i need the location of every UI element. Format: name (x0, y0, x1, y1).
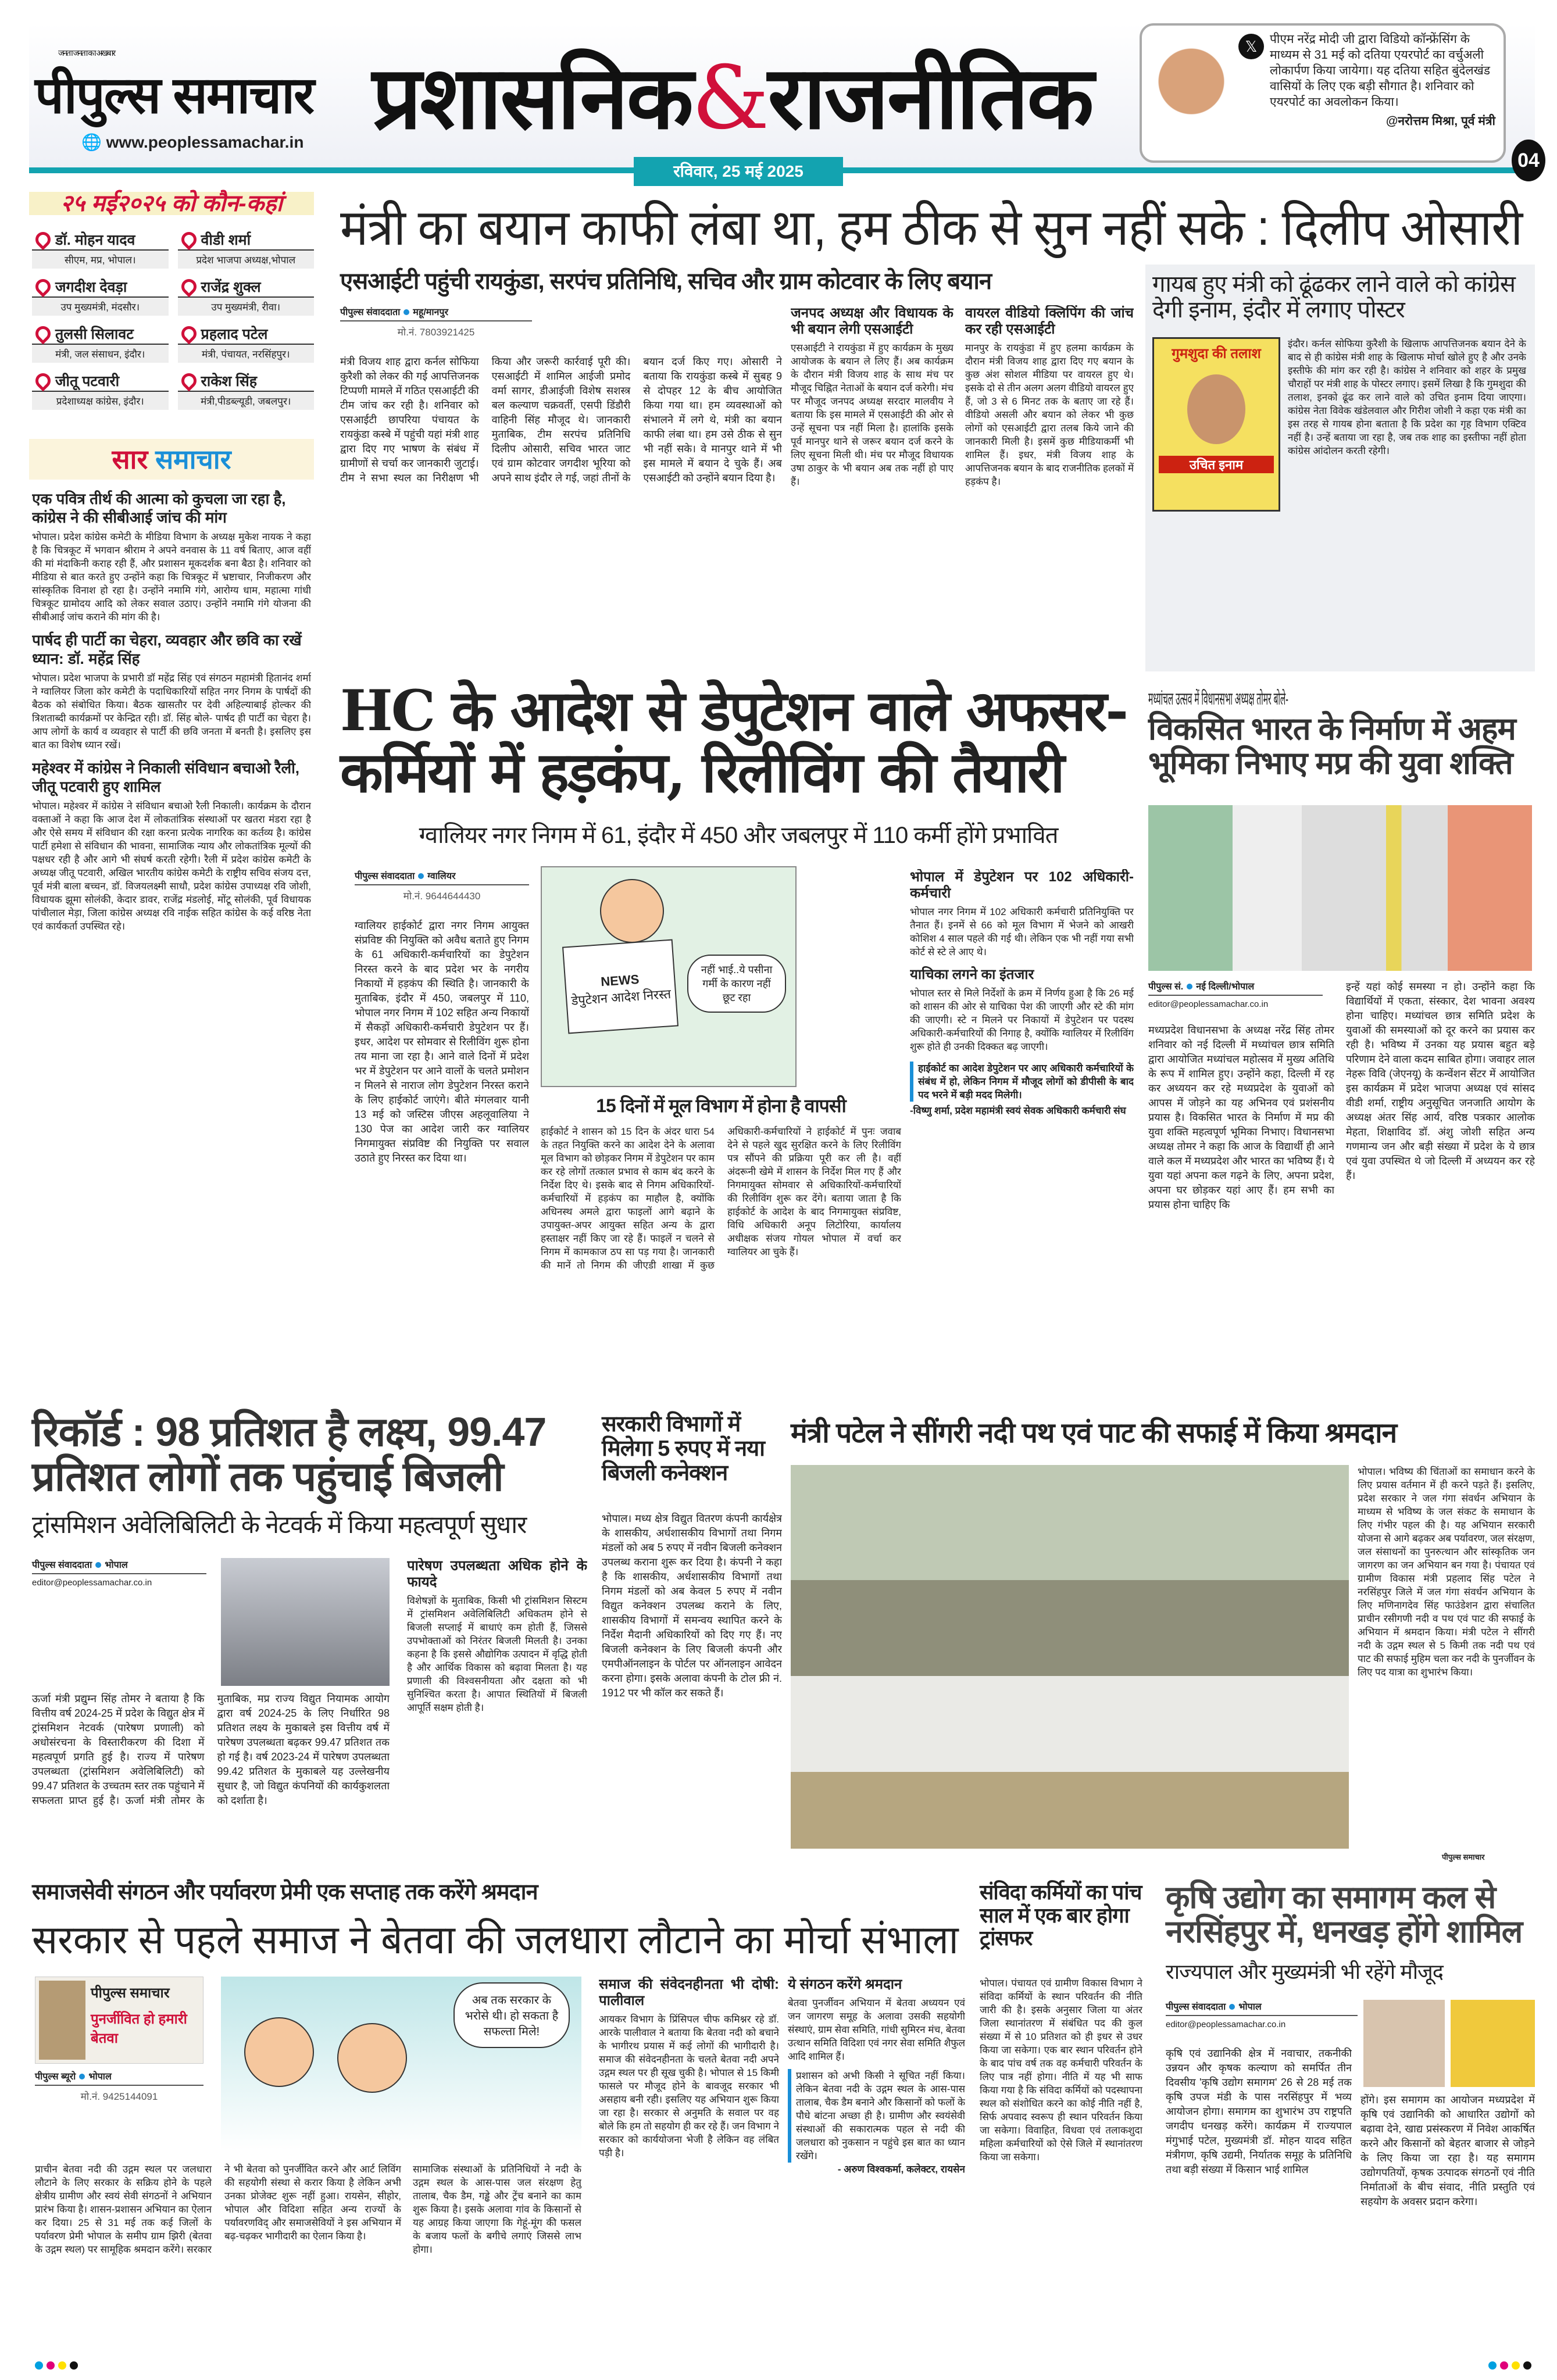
poster-story-body: इंदौर। कर्नल सोफिया कुरैशी के खिलाफ आपत्तिजनक बयान देने के बाद से ही कांग्रेस मंत्री शाह के खिलाफ मोर्चा खोले हुए है और उनके इस्तीफे की मांग कर रही है। कांग्रेस ने शनिवार को शहर के प्रमुख चौराहों पर मंत्री शाह के पोस्टर लगाए। इसमें लिखा है कि गुमशुदा की तलाश, इनको ढूंढ कर लाने वाले को उचित इनाम दिया जाएगा। कांग्रेस नेता विवेक खंडेलवाल और गिरीश जोशी ने कहा एक मंत्री का इस तरह से गायब होना बताता है कि प्रदेश का गृह विभाग एक्टिव नहीं है। उन्हें बताया जा रहा है, जब तक शाह का इस्तीफा नहीं होता कांग्रेस आंदोलन करती रहेगी। (1288, 338, 1526, 456)
patel-story-headline-text: मंत्री पटेल ने सींगरी नदी पथ एवं पाट की सफाई में किया श्रमदान (791, 1418, 1397, 1449)
dot-icon (403, 309, 409, 315)
power-story-headline (32, 1410, 590, 1499)
byline-name: पीपुल्स ब्यूरो (35, 2072, 76, 2082)
person-name: जगदीश देवड़ा (32, 277, 169, 298)
title-red: सार (112, 444, 148, 474)
cartoon-face (337, 2023, 407, 2093)
top-story-body: मंत्री विजय शाह द्वारा कर्नल सोफिया कुरैशी को लेकर की गई आपत्तिजनक टिप्पणी मामले में गठित एसआईटी की टीम जांच कर रही है। शनिवार को एसआईटी छापरिया पंचायत के रायकुंडा कस्बे में पहुंची यहां मंत्री शाह द्वारा दिए गए भाषण के संबंध में ग्रामीणों से चर्चा कर जानकारी जुटाई। टीम ने सभा स्थल का निरीक्षण भी किया और जरूरी कार्रवाई पूरी की। एसआईटी में शामिल आईजी प्रमोद वर्मा सागर, डीआईजी विशेष सशस्त्र बल कल्याण चक्रवर्ती, एसपी डिंडौरी वाहिनी सिंह मौजूद थे। जानकारी मुताबिक, टीम सरपंच प्रतिनिधि दिलीप ओसारी, सचिव भारत जाट एवं ग्राम कोटवार जगदीश भूरिया को अपने साथ इंदौर ले गई, जहां तीनों के बयान दर्ज किए गए। ओसारी ने बताया कि रायकुंडा कस्बे में सुबह 9 से दोपहर 12 के बीच आयोजित किया गया था। हम व्यवस्थाओं को संभालने में लगे थे, मंत्री का बयान काफी लंबा था। हम उसे ठीक से सुन भी नहीं सके। वे मानपुर थाने में भी इस मामले में बयान दे चुके हैं। अब एसआईटी को उन्होंने बयान दिया है। (340, 356, 782, 484)
logo-tagline: जनता जनता का अखबार (58, 48, 115, 58)
betwa-campaign-badge (35, 1977, 203, 2064)
reporter-phone: मो.नं. 7803921425 (397, 327, 475, 338)
byline-place: भोपाल (88, 2072, 112, 2082)
person-name: जीतू पटवारी (32, 371, 169, 392)
krishi-story-subhead (1166, 1960, 1538, 1984)
globe-icon: 🌐 (81, 133, 106, 151)
person-name: प्रहलाद पटेल (178, 324, 315, 345)
top-story-subhead (340, 269, 1131, 294)
reporter-email[interactable]: editor@peoplessamachar.co.in (1148, 999, 1269, 1009)
dot-icon (79, 2074, 85, 2079)
tweet-author: @नरोत्तम मिश्रा, पूर्व मंत्री (1385, 115, 1495, 128)
krishi-story-headline (1166, 1881, 1538, 1950)
list-item (32, 371, 169, 410)
tweet-text: पीएम नरेंद्र मोदी जी द्वारा विडियो कॉन्फ्रेंसिंग के माध्यम से 31 मई को दतिया एयरपोर्ट का वर्चुअली लोकार्पण किया जायेगा। यह दतिया सहित बुंदेलखंड वासियों के लिए एक बड़ी सौगात है। शनिवार को एयरपोर्ट का अवलोकन किया। (1270, 33, 1491, 109)
hc-story-body: ग्वालियर हाईकोर्ट द्वारा नगर निगम आयुक्त संप्रविष्ट की नियुक्ति को अवैध बताते हुए निगम के 61 अधिकारी-कर्मचारियों का डेपुटेशन निरस्त करने के बाद प्रदेश भर के नगरीय निकायों में हड़कंप की स्थिति है। जानकारी के मुताबिक, इंदौर में 450, जबलपुर में 110, भोपाल नगर निगम में 102 सहित अन्य निकायों में सैकड़ों अधिकारी-कर्मचारी डेपुटेशन पर हैं। इधर, आदेश पर सोमवार से रिलीविंग शुरू होना तय माना जा रहा है। आने वाले दिनों में प्रदेश भर में डेपुटेशन पर आने वालों के चलते प्रमोशन न मिलने से नाराज लोग डेपुटेशन निरस्त कराने के लिए हाईकोर्ट जाएंगे। बीते मंगलवार यानी 13 मई को जस्टिस जीएस अहलूवालिया ने 130 पेज का आदेश जारी कर ग्वालियर निगमायुक्त संप्रविष्ट की नियुक्ति पर सवाल उठाते हुए निरस्त कर दिया था। (355, 920, 529, 1164)
x-logo-icon: 𝕏 (1238, 34, 1264, 59)
cartoon-paper-text: डेपुटेशन आदेश निरस्त (570, 986, 672, 1008)
byline-name: पीपुल्स संवाददाता (355, 871, 415, 881)
youth-story-kicker-text: मध्यांचल उत्सव में विधानसभा अध्यक्ष तोमर बोले- (1148, 689, 1288, 709)
kaun-kahan-title-text: २५ मई२०२५ को कौन-कहां (60, 191, 283, 216)
youth-event-photo (1148, 805, 1532, 971)
connection-story-body: भोपाल। मध्य क्षेत्र विद्युत वितरण कंपनी कार्यक्षेत्र के शासकीय, अर्धशासकीय विभागों तथा निगम मंडलों को अब 5 रुपए में नवीन बिजली कनेक्शन उपलब्ध कराना शुरू कर दिया है। कंपनी ने कहा है कि शासकीय, अर्धशासकीय विभागों तथा निगम मंडलों को अब केवल 5 रुपए में नवीन विद्युत कनेक्शन उपलब्ध कराने के लिए, शासकीय विभागों में समन्वय स्थापित करने के निर्देश मैदानी अधिकारियों को दिए गए हैं। नए बिजली कनेक्शन के लिए बिजली कंपनी और एमपीऑनलाइन के पोर्टल पर ऑनलाइन आवेदन करना होगा। इसके अलावा कंपनी के टोल फ्री नं. 1912 पर भी कॉल कर सकते हैं। (602, 1513, 782, 1699)
betwa-story-body-1: प्राचीन बेतवा नदी की उद्गम स्थल पर जलधारा लौटाने के लिए सरकार के सक्रिय होने के पहले क्षेत्रीय ग्रामीण और स्वयं सेवी संगठनों ने अभियान प्रारंभ किया है। शासन-प्रशासन अभियान का ऐलान कर दिया। 25 से 31 मई तक कई जिलों के पर्यावरण प्रेमी भोपाल के समीप ग्राम झिरी (बेतवा के उद्गम स्थल) पर सामूहिक श्रमदान करेंगे। सरकार ने भी बेतवा को पुनर्जीवित करने और आर्ट लिविंग की सहयोगी संस्था से करार किया है लेकिन अभी उनका प्रोजेक्ट शुरू नहीं हुआ। रायसेन, सीहोर, भोपाल और विदिशा सहित अन्य राज्यों के पर्यावरणविद् और समाजसेवियों ने इस अभियान में बढ़-चढ़कर भागीदारी का ऐलान किया है। (35, 2164, 401, 2255)
newspaper-logo (35, 48, 314, 128)
reporter-phone: मो.नं. 9425144091 (80, 2091, 158, 2102)
top-story-headline (340, 201, 1538, 256)
samvida-story-headline (980, 1881, 1142, 1950)
hc-subhead-2-body: हाईकोर्ट ने शासन को 15 दिन के अंदर धारा 54 के तहत नियुक्ति करने का आदेश देने के अलावा मूल विभाग को छोड़कर निगम में डेपुटेशन पर काम कर रहे लोगों तत्काल प्रभाव से काम बंद करने के निर्देश दिए थे। इसके बाद से निगम अधिकारियों-कर्मचारियों में हड़कंप का माहौल है, क्योंकि अधिनस्थ अमले द्वारा फाइलों आगे बढ़ाने के उपायुक्त-अपर आयुक्त सहित अन्य के द्वारा हस्ताक्षर नहीं किए जा रहे हैं। फाइलें न चलने से निगम में कामकाज ठप सा पड़ गया है। जानकारी की मानें तो निगम की जीएडी शाखा में कुछ अधिकारी-कर्मचारियों ने हाईकोर्ट में पुनः जवाब देने से पहले खुद सुरक्षित करने के लिए रिलीविंग पत्र सौंपने की प्रक्रिया पूरी कर ली है। वहीं अंदरूनी खेमे में शासन के निर्देश मिल गए हैं और निगमायुक्त सोमवार से अधिकारियों-कर्मचारियों की रिलीविंग शुरू कर देंगे। बताया जाता है कि हाईकोर्ट के आदेश के बाद निगमायुक्त संप्रविष्ट, विधि अधिकारी अनूप लिटोरिया, कार्यालय अधीक्षक संजय गोयल भोपाल में वर्चा कर ग्वालियर आ चुके हैं। (541, 1126, 901, 1271)
badge-logo: पीपुल्स समाचार (91, 1985, 170, 2001)
poster-story (1145, 265, 1535, 671)
betwa-story-headline (32, 1918, 974, 1962)
box-body: आयकर विभाग के प्रिंसिपल चीफ कमिश्नर रहे डॉ. आरके पालीवाल ने बताया कि बेतवा नदी को बचाने के भागीरथ प्रयास में कई लोगों की भागीदारी है। समाज की संवेदनहीनता के चलते बेतवा नदी अपने उद्गम स्थल पर ही सूख चुकी है। भोपाल से 15 किमी फासले पर मौजूद होने के बावजूद सरकार भी असहाय बनी रही। इसलिए यह अभियान शुरू किया जा रहा है। सरकार से अनुमति के सवाल पर वह बोले कि हम तो सहयोग ही कर रहे हैं। जन विभाग ने सरकार को कार्ययोजना भेजी है लेकिन वह लंबित पड़ी है। (599, 2014, 779, 2159)
hc-story-headline-text: HC के आदेश से डेपुटेशन वाले अफसर-कर्मियों में हड़कंप, रिलीविंग की तैयारी (340, 678, 1127, 805)
kaun-kahan-title (29, 192, 314, 215)
badge-photo (39, 1981, 85, 2060)
hc-story-subhead (340, 823, 1137, 848)
kaun-kahan-list (32, 230, 314, 410)
page-number: 04 (1512, 140, 1545, 181)
box-body: भोपाल नगर निगम में 102 अधिकारी कर्मचारी प्रतिनियुक्ति पर तैनात हैं। इनमें से 66 को मूल विभाग में भेजने को आखरी कोशिश 4 साल पहले की गई थी। लेकिन एक भी नहीं गया सभी कोर्ट से स्टे ले आए थे। (910, 906, 1134, 957)
person-name: राजेंद्र शुक्ल (178, 277, 315, 298)
box-body: भोपाल स्तर से मिले निर्देशों के क्रम में निर्णय हुआ है कि 26 मई को शासन की ओर से याचिका पेश की जाएगी और स्टे की मांग की जाएगी। स्टे न मिलने पर निकायों में डेपुटेशन पर पदस्थ अधिकारी-कर्मचारियों की निगाह है, क्योंकि ग्वालियर में रिलीविंग शुरू होते ही उनकी दिक्कत बढ़ जाएगी। (910, 988, 1134, 1052)
top-story-headline-text: मंत्री का बयान काफी लंबा था, हम ठीक से सुन नहीं सके : दिलीप ओसारी (340, 200, 1523, 256)
portrait-photo (1148, 33, 1235, 155)
box-body: मानपुर के रायकुंडा में हुए हलमा कार्यक्रम के दौरान मंत्री विजय शाह द्वारा दिए गए बयान के कुछ अंश सोशल मीडिया पर वायरल हुए थे। इसके दो से तीन अलग अलग वीडियो वायरल हुए हैं, जो 3 से 6 मिनट तक के बताए जा रहे हैं। वीडियो असली और बयान को लेकर भी कुछ लोगों को एसआईटी द्वारा तलब किये जाने की जानकारी मिली है। इसमें कुछ मीडियाकर्मी भी शामिल हैं। इधर, मंत्री विजय शाह के आपत्तिजनक बयान के बाद राजनीतिक हलकों में हड़कंप है। (965, 342, 1134, 487)
pull-quote: हाईकोर्ट का आदेश डेपुटेशन पर आए अधिकारी कर्मचारियों के संबंध में हो, लेकिन निगम में मौजूद लोगों को डीपीसी के बाद पद भरने में बड़ी मदद मिलेगी। (910, 1062, 1134, 1102)
top-story-box-1 (791, 305, 954, 669)
box-title: भोपाल में डेपुटेशन पर 102 अधिकारी-कर्मचारी (910, 869, 1134, 901)
byline-place: भोपाल (105, 1560, 128, 1570)
registration-mark (58, 2361, 66, 2370)
photo-credit: पीपुल्स समाचार (1442, 1853, 1485, 1861)
transmission-tower-photo (221, 1558, 390, 1686)
box-title: वायरल वीडियो क्लिपिंग की जांच कर रही एसआईटी (965, 305, 1134, 337)
poster-reward: उचित इनाम (1159, 456, 1274, 473)
youth-story-body-2: इन्हें यहां कोई समस्या न हो। उन्होंने कहा कि विद्यार्थियों में एकता, संस्कार, देश भावना अवश्य होना चाहिए। मध्यांचल छात्र समिति प्रदेश के युवाओं की समस्याओं को दूर करने का प्रयास कर रही है। भविष्य में उनका यह प्रयास बहुत बड़े परिणाम देने वाला कदम साबित होगा। जवाहर लाल नेहरू विवि (जेएनयू) के कन्वेंशन सेंटर में आयोजित इस कार्यक्रम में प्रदेश भाजपा अध्यक्ष एवं सांसद वीडी शर्मा, राष्ट्रीय अनुसूचित जनजाति आयोग के अध्यक्ष अंतर सिंह आर्य, वरिष्ठ पत्रकार आलोक मेहता, शिक्षाविद डॉ. अंशु जोशी सहित अन्य गणमान्य जन और बड़ी संख्या में प्रदेश के ये छात्र एवं युवा उपस्थित थे जो दिल्ली में अध्ययन कर रहे हैं। (1346, 981, 1535, 1181)
hc-side-boxes (910, 869, 1134, 1395)
person-name: तुलसी सिलावट (32, 324, 169, 345)
story-body: भोपाल। प्रदेश कांग्रेस कमेटी के मीडिया विभाग के अध्यक्ष मुकेश नायक ने कहा है कि चित्रकूट में भगवान श्रीराम ने अपने वनवास के 11 वर्ष बिताए, आज वहीं की मां मंदाकिनी कराह रही हैं, और प्रशासन मूकदर्शक बना बैठा है। शनिवार को मीडिया से बात करते हुए उन्होंने कहा कि चित्रकूट में भ्रष्टाचार, निजीकरण और सांस्कृतिक विनाश हो रहा है। उन्होंने नमामि गंगे, आरोग्य धाम, महात्मा गांधी चित्रकूट ग्रामोदय आदि को लेकर सवाल उठाए। उन्होंने नमामि गंगे योजना की सीबीआई जांच कराने की मांग की है। (32, 531, 311, 623)
list-item (178, 371, 315, 410)
issue-date: रविवार, 25 मई 2025 (634, 157, 843, 186)
list-item (32, 277, 169, 316)
registration-mark (47, 2361, 55, 2370)
person-post: उप मुख्यमंत्री, मंदसौर। (32, 298, 169, 316)
byline-name: पीपुल्स संवाददाता (1166, 2002, 1226, 2012)
byline-place: महू/मानपुर (413, 308, 448, 317)
person-name: वीडी शर्मा (178, 230, 315, 251)
krishi-story-subhead-text: राज्यपाल और मुख्यमंत्री भी रहेंगे मौजूद (1166, 1960, 1443, 1984)
list-item (32, 324, 169, 363)
power-story-box (407, 1558, 587, 1866)
connection-story-headline-text: सरकारी विभागों में मिलेगा 5 रुपए में नया बिजली कनेक्शन (602, 1412, 765, 1485)
cartoon-speech-bubble: अब तक सरकार के भरोसे थी। हो सकता है सफल्ता मिले! (453, 1982, 570, 2048)
section-word-2: राजनीतिक (767, 49, 1092, 146)
betwa-story-kicker-text: समाजसेवी संगठन और पर्यावरण प्रेमी एक सप्ताह तक करेंगे श्रमदान (32, 1880, 538, 1904)
power-story-body: ऊर्जा मंत्री प्रद्युम्न सिंह तोमर ने बताया है कि वित्तीय वर्ष 2024-25 में प्रदेश के विद्युत क्षेत्र में ट्रांसमिशन नेटवर्क (पारेषण प्रणाली) को अधोसंरचना के विस्तारीकरण की दिशा में महत्वपूर्ण प्रगति हुई है। राज्य में पारेषण उपलब्धता (ट्रांसमिशन अवेलिबिलिटी) को 99.47 प्रतिशत के उच्चतम स्तर तक पहुंचाने में सफलता प्राप्त हुई है। ऊर्जा मंत्री तोमर के मुताबिक, मप्र राज्य विद्युत नियामक आयोग द्वारा वर्ष 2024-25 के लिए निर्धारित 98 प्रतिशत लक्ष्य के मुकाबले इस वित्तीय वर्ष में पारेषण उपलब्धता बढ़कर 99.47 प्रतिशत तक हो गई है। वर्ष 2023-24 में पारेषण उपलब्धता 99.42 प्रतिशत के मुकाबले यह उल्लेखनीय सुधार है, जो विद्युत कंपनियों की कार्यकुशलता को दर्शाता है। (32, 1693, 390, 1806)
person-post: मंत्री,पीडब्ल्यूडी, जबलपुर। (178, 392, 315, 410)
youth-story-body-1: मध्यप्रदेश विधानसभा के अध्यक्ष नरेंद्र सिंह तोमर शनिवार को नई दिल्ली में मध्यांचल छात्र समिति द्वारा आयोजित मध्यांचल महोत्सव में मुख्य अतिथि के रूप में शामिल हुए। उन्होंने कहा, दिल्ली में रह कर अध्ययन कर रहे मध्यप्रदेश के युवाओं को आपस में जोड़ने का यह अभिनव एवं प्रशंसनीय प्रयास है। विकसित भारत के निर्माण में मप्र की युवा शक्ति महत्वपूर्ण भूमिका निभाए। विधानसभा अध्यक्ष तोमर ने कहा कि आज के विद्यार्थी ही आने वाले कल में मध्यप्रदेश और भारत का भविष्य हैं। ये युवा यहां अपना कल गढ़ने के लिए, अपना प्रदेश, अपना घर छोड़कर यहां आए हैं। हम सभी का प्रयास होना चाहिए कि (1148, 1024, 1334, 1210)
box-title: ये संगठन करेंगे श्रमदान (788, 1977, 902, 1992)
box-body: एसआईटी ने रायकुंडा में हुए कार्यक्रम के मुख्य आयोजक के बयान ले लिए हैं। अब कार्यक्रम के दौरान मंत्री विजय शाह के साथ मंच पर मौजूद चिह्नित नेताओं के बयान दर्ज करेगी। मंच पर मौजूद जनपद अध्यक्ष सरदार मालवीय ने बताया कि इस मामले में एसआईटी की ओर से उन्हें सूचना पत्र नहीं मिला है। हालांकि इसके पूर्व मानपुर थाने से जरूर बयान दर्ज करने के लिए सूचना मिली थी। मंच पर मौजूद विधायक उषा ठाकुर के भी बयान अब तक नहीं हो पाए हैं। (791, 342, 954, 487)
poster-story-headline-text: गायब हुए मंत्री को ढूंढकर लाने वाले को कांग्रेस देगी इनाम, इंदौर में लगाए पोस्टर (1152, 271, 1515, 323)
hc-story-byline (355, 869, 529, 902)
saar-samachar-title (29, 439, 314, 480)
tweet-box (1140, 23, 1506, 163)
quote-author: - अरुण विश्वकर्मा, कलेक्टर, रायसेन (837, 2164, 965, 2175)
story-headline: पार्षद ही पार्टी का चेहरा, व्यवहार और छवि का रखें ध्यान: डॉ. महेंद्र सिंह (32, 631, 302, 667)
governor-photo (1363, 2000, 1445, 2087)
betwa-story-kicker (32, 1881, 962, 1905)
byline-place: भोपाल (1238, 2002, 1262, 2012)
cartoon-face (244, 2017, 314, 2087)
betwa-cartoon (221, 1977, 581, 2151)
registration-mark (1512, 2361, 1520, 2370)
hc-subhead-2-text: 15 दिनों में मूल विभाग में होना है वापसी (596, 1095, 846, 1116)
youth-story-headline (1148, 712, 1535, 781)
reporter-email[interactable]: editor@peoplessamachar.co.in (32, 1578, 152, 1588)
samvida-story-headline-text: संविदा कर्मियों का पांच साल में एक बार होगा ट्रांसफर (980, 1880, 1142, 1950)
betwa-box-2 (788, 1977, 965, 2354)
power-story-subhead-text: ट्रांसमिशन अवेलिबिलिटी के नेटवर्क में किया महत्वपूर्ण सुधार (32, 1511, 527, 1538)
connection-story-headline (602, 1413, 782, 1485)
story-headline: एक पवित्र तीर्थ की आत्मा को कुचला जा रहा है, कांग्रेस ने की सीबीआई जांच की मांग (32, 490, 286, 526)
top-story-byline (340, 305, 532, 338)
person-name: राकेश सिंह (178, 371, 315, 392)
cartoon-news-label: NEWS (600, 971, 640, 989)
list-item (32, 230, 169, 269)
person-post: उप मुख्यमंत्री, रीवा। (178, 298, 315, 316)
cartoon-newspaper (562, 939, 678, 1034)
power-story-subhead (32, 1511, 590, 1538)
story-body: भोपाल। प्रदेश भाजपा के प्रभारी डॉ महेंद्र सिंह एवं संगठन महामंत्री हितानंद शर्मा ने ग्वालियर जिला कोर कमेटी के पदाधिकारियों सहित नगर निगम के पार्षदों की बैठक को संबोधित किया। बैठक खासतौर पर देवी अहिल्याबाई होल्कर की त्रिशताब्दी कार्यक्रमों पर केन्द्रित रही। डॉ. सिंह बोले- पार्षद ही पार्टी का चेहरा है। आप लोगों के कार्य व व्यवहार से पार्टी की छवि जनता में बनती है। इसलिए इस बात का विशेष ध्यान रखें। (32, 673, 311, 751)
power-story-headline-text: रिकॉर्ड : 98 प्रतिशत है लक्ष्य, 99.47 प्रतिशत लोगों तक पहुंचाई बिजली (32, 1409, 547, 1499)
hc-story-subhead-text: ग्वालियर नगर निगम में 61, इंदौर में 450 और जबलपुर में 110 कर्मी होंगे प्रभावित (419, 823, 1058, 848)
box-body: बेतवा पुनर्जीवन अभियान में बेतवा अध्ययन एवं जन जागरण समूह के अलावा उसकी सहयोगी संस्थाएं, ग्राम सेवा समिति, गांधी सुमिरन मंच, बेतवा उत्थान समिति विदिशा एवं नगर सेवा समिति शैफुल आदि शामिल हैं। (788, 1997, 965, 2062)
betwa-story-byline (35, 2070, 203, 2103)
box-body: विशेषज्ञों के मुताबिक, किसी भी ट्रांसमिशन सिस्टम में ट्रांसमिशन अवेलिबिलिटी अधिकतम होने से बिजली सप्लाई में बाधाएं कम होती हैं, जिससे उपभोक्ताओं को निरंतर बिजली मिलती है। उनका कहना है कि इससे औद्योगिक उत्पादन में वृद्धि होती है और आर्थिक विकास को बढ़ावा मिलता है। यह प्रणाली की विश्वसनीयता और दक्षता को भी सुनिश्चित करता है। आपात स्थितियों में बिजली आपूर्ति सक्षम होती है। (407, 1595, 587, 1713)
pull-quote: प्रशासन को अभी किसी ने सूचित नहीं किया। लेकिन बेतवा नदी के उद्गम स्थल के आस-पास तालाब, चैक डैम बनाने और किसानों को फलों के पौधे बांटना अच्छा ही है। ग्रामीण और स्वयंसेवी संस्थाओं की सकारात्मक पहल से नदी की जलधारा को नुकसान न पहुंचे इस बात का ध्यान रखेंगे। (788, 2069, 965, 2163)
cm-photo (1451, 2000, 1535, 2087)
top-story-box-2 (965, 305, 1134, 669)
poster-photo (1152, 337, 1280, 512)
poster-story-headline (1152, 271, 1528, 323)
krishi-story-body-1: कृषि एवं उद्यानिकी क्षेत्र में नवाचार, तकनीकी उन्नयन और कृषक कल्याण को समर्पित तीन दिवसीय 'कृषि उद्योग समागम' 26 से 28 मई तक कृषि उपज मंडी के पास नरसिंहपुर में भव्य आयोजन होगा। समागम का शुभारंभ उप राष्ट्रपति जगदीप धनखड़ करेंगे। कार्यक्रम में राज्यपाल मंगुभाई पटेल, मुख्यमंत्री डॉ. मोहन यादव सहित मंत्रीगण, कृषि उद्यमी, निर्यातक समूह के प्रतिनिधि तथा बड़ी संख्या में किसान भाई शामिल (1166, 2047, 1352, 2175)
power-story-byline (32, 1558, 206, 1588)
website-url[interactable]: www.peoplessamachar.in (106, 133, 304, 151)
registration-mark (1488, 2361, 1497, 2370)
box-title: याचिका लगने का इंतजार (910, 967, 1034, 982)
person-post: प्रदेश भाजपा अध्यक्ष,भोपाल (178, 251, 315, 269)
person-post: प्रदेशाध्यक्ष कांग्रेस, इंदौर। (32, 392, 169, 410)
poster-title: गुमशुदा की तलाश (1172, 346, 1261, 362)
betwa-story-headline-text: सरकार से पहले समाज ने बेतवा की जलधारा लौटाने का मोर्चा संभाला (32, 1918, 959, 1962)
person-post: सीएम, मप्र, भोपाल। (32, 251, 169, 269)
quote-author: -विष्णु शर्मा, प्रदेश महामंत्री स्वयं सेवक अधिकारी कर्मचारी संघ (910, 1105, 1126, 1116)
betwa-box-1 (599, 1977, 779, 2354)
byline-name: पीपुल्स संवाददाता (32, 1560, 92, 1570)
saar-stories (32, 483, 311, 1395)
list-item (178, 277, 315, 316)
person-name: डॉ. मोहन यादव (32, 230, 169, 251)
registration-mark (1500, 2361, 1508, 2370)
patel-story-body: भोपाल। भविष्य की चिंताओं का समाधान करने के लिए प्रयास वर्तमान में ही करने पड़ते हैं। इसलिए, प्रदेश सरकार ने जल गंगा संवर्धन अभियान के माध्यम से भविष्य के जल संकट के समाधान के लिए गंभीर पहल की है। यह अभियान सरकारी योजना से आगे बढ़कर अब पर्यावरण, जल संरक्षण, जल संसाधनों का पुनरुत्थान और सांस्कृतिक जन जागरण का जन अभियान बन गया है। पंचायत एवं ग्रामीण विकास मंत्री प्रहलाद सिंह पटेल ने नरसिंहपुर जिले में जल गंगा संवर्धन अभियान के लिए मणिनागदेव सिंह फाउंडेशन द्वारा संचालित प्राचीन रसीगणी नदी व पथ एवं पाट की सफाई के अभियान में श्रमदान किया। मंत्री पटेल ने सींगरी नदी के उद्गम स्थल से 5 किमी तक नदी पथ एवं पाट की सफाई मुहिम चला कर नदी के पुनर्जीवन के लिए पद यात्रा का शुभारंभ किया। (1358, 1466, 1535, 1678)
youth-story-kicker (1148, 686, 1535, 710)
top-story-subhead-text: एसआईटी पहुंची रायकुंडा, सरपंच प्रतिनिधि, सचिव और ग्राम कोटवार के लिए बयान (340, 269, 992, 294)
dot-icon (418, 873, 424, 879)
dot-icon (1229, 2004, 1235, 2010)
list-item (178, 324, 315, 363)
registration-mark (70, 2361, 78, 2370)
registration-mark (1523, 2361, 1531, 2370)
samvida-story-body: भोपाल। पंचायत एवं ग्रामीण विकास विभाग ने संविदा कर्मियों के स्थान परिवर्तन की नीति जारी की है। इसके अनुसार जिला या अंतर जिला स्थानांतरण में संबंधित पद की कुल संख्या में से 10 प्रतिशत को ही इधर से उधर किया जा सकेगा। एक बार स्थान परिवर्तन होने के बाद पांच वर्ष तक वह कर्मचारी परिवर्तन के लिए पात्र नहीं होगा। नीति में यह भी साफ किया गया है कि संविदा कर्मियों को पदस्थापना स्थल को संशोधित करने का कोई नीति नहीं है, सिर्फ अपवाद स्वरूप ही स्थान परिवर्तन किया जा सकेगा। विवाहित, विधवा एवं तलाकशुदा महिला कर्मचारियों को ऐसे जिले में स्थानांतरण किया जा सकेगा। (980, 1978, 1142, 2163)
poster-face (1187, 374, 1245, 444)
badge-text: पुनर्जीवित हो हमारी बेतवा (91, 2011, 187, 2046)
hc-cartoon (541, 866, 797, 1087)
krishi-story-byline (1166, 2000, 1358, 2029)
cartoon-face (600, 879, 664, 943)
list-item (178, 230, 315, 269)
hc-subhead-2 (541, 1096, 901, 1116)
reporter-phone: मो.नं. 9644644430 (403, 891, 481, 902)
byline-name: पीपुल्स संवाददाता (340, 308, 401, 317)
betwa-story-body-2: सामाजिक संस्थाओं के प्रतिनिधियों ने नदी के उद्गम स्थल के आस-पास जल संरक्षण हेतु तालाब, चैक डैम, गड्ढे और ट्रेंच बनाने का काम शुरू किया है। इसके अलावा गांव के किसानों से यह आग्रह किया जाएगा कि गेहूं-मूंग की फसल के बजाय फलों के बगीचे लगाएं जिससे लाभ होगा। (413, 2164, 581, 2255)
patel-shramdaan-photo (791, 1465, 1349, 1849)
box-title: जनपद अध्यक्ष और विधायक के भी बयान लेगी एसआईटी (791, 305, 954, 337)
person-post: मंत्री, पंचायत, नरसिंहपुर। (178, 345, 315, 363)
story-body: भोपाल। महेश्वर में कांग्रेस ने संविधान बचाओ रैली निकाली। कार्यक्रम के दौरान वक्ताओं ने कहा कि आज देश में लोकतांत्रिक संस्थाओं पर खतरा मंडरा रहा है और ऐसे समय में संविधान की रक्षा करना प्रत्येक नागरिक का कर्तव्य है। कांग्रेस पार्टी हमेशा से संविधान की भावना, सामाजिक न्याय और लोकतांत्रिक मूल्यों की पक्षधर रही है और आगे भी संघर्ष करती रहेगी। रैली में प्रदेश कांग्रेस कमेटी के अध्यक्ष जीतू पटवारी, अखिल भारतीय कांग्रेस कमेटी के राष्ट्रीय सचिव संजय दत्त, पूर्व मंत्री बाला बच्चन, डॉ. विजयलक्ष्मी साधौ, प्रदेश कांग्रेस उपाध्यक्ष रवि जोशी, विधायक झूमा सोलंकी, केदार डावर, राजेंद्र मंडलोई, मोंटू सोलंकी, पूर्व विधायक पांचीलाल मेड़ा, जिला कांग्रेस अध्यक्ष रवि नाईक सहित कांग्रेस के कई वरिष्ठ नेता एवं कार्यकर्ता उपस्थित रहे। (32, 801, 311, 932)
section-title (372, 35, 1092, 153)
hc-story-headline (340, 680, 1137, 803)
box-title: समाज की संवेदनहीनता भी दोषी: पालीवाल (599, 1977, 779, 2009)
dot-icon (95, 1562, 101, 1568)
title-blue: समाचार (155, 444, 231, 474)
byline-place: नई दिल्ली/भोपाल (1196, 982, 1255, 992)
section-amp: & (691, 48, 768, 149)
person-post: मंत्री, जल संसाधन, इंदौर। (32, 345, 169, 363)
dot-icon (1187, 984, 1192, 989)
krishi-story-headline-text: कृषि उद्योग का समागम कल से नरसिंहपुर में, धनखड़ होंगे शामिल (1166, 1880, 1523, 1950)
youth-story-byline (1148, 980, 1323, 1009)
story-headline: महेश्वर में कांग्रेस ने निकाली संविधान बचाओ रैली, जीतू पटवारी हुए शामिल (32, 759, 300, 795)
website[interactable] (81, 133, 303, 152)
reporter-email[interactable]: editor@peoplessamachar.co.in (1166, 2020, 1286, 2029)
section-word-1: प्रशासनिक (372, 49, 692, 146)
logo-text: पीपुल्स समाचार (35, 66, 314, 124)
cartoon-speech-bubble: नहीं भाई..ये पसीना गर्मी के कारण नहीं छूट रहा (687, 955, 786, 1013)
krishi-story-body-2: होंगे। इस समागम का आयोजन मध्यप्रदेश में कृषि एवं उद्यानिकी को आधारित उद्योगों को बढ़ावा देने, खाद्य प्रसंस्करण में निवेश आकर्षित करने और किसानों को बेहतर बाजार से जोड़ने के लिए किया जा रहा है। यह समागम उद्योगपतियों, कृषक उत्पादक संगठनों एवं नीति निर्माताओं के बीच संवाद, नीति प्रस्तुति एवं सहयोग के अवसर प्रदान करेगा। (1360, 2094, 1535, 2207)
patel-story-headline (791, 1418, 1535, 1449)
box-title: पारेषण उपलब्धता अधिक होने के फायदे (407, 1558, 587, 1590)
youth-story-headline-text: विकसित भारत के निर्माण में अहम भूमिका निभाए मप्र की युवा शक्ति (1148, 712, 1516, 781)
byline-name: पीपुल्स सं. (1148, 982, 1184, 992)
registration-mark (35, 2361, 43, 2370)
byline-place: ग्वालियर (427, 871, 456, 881)
